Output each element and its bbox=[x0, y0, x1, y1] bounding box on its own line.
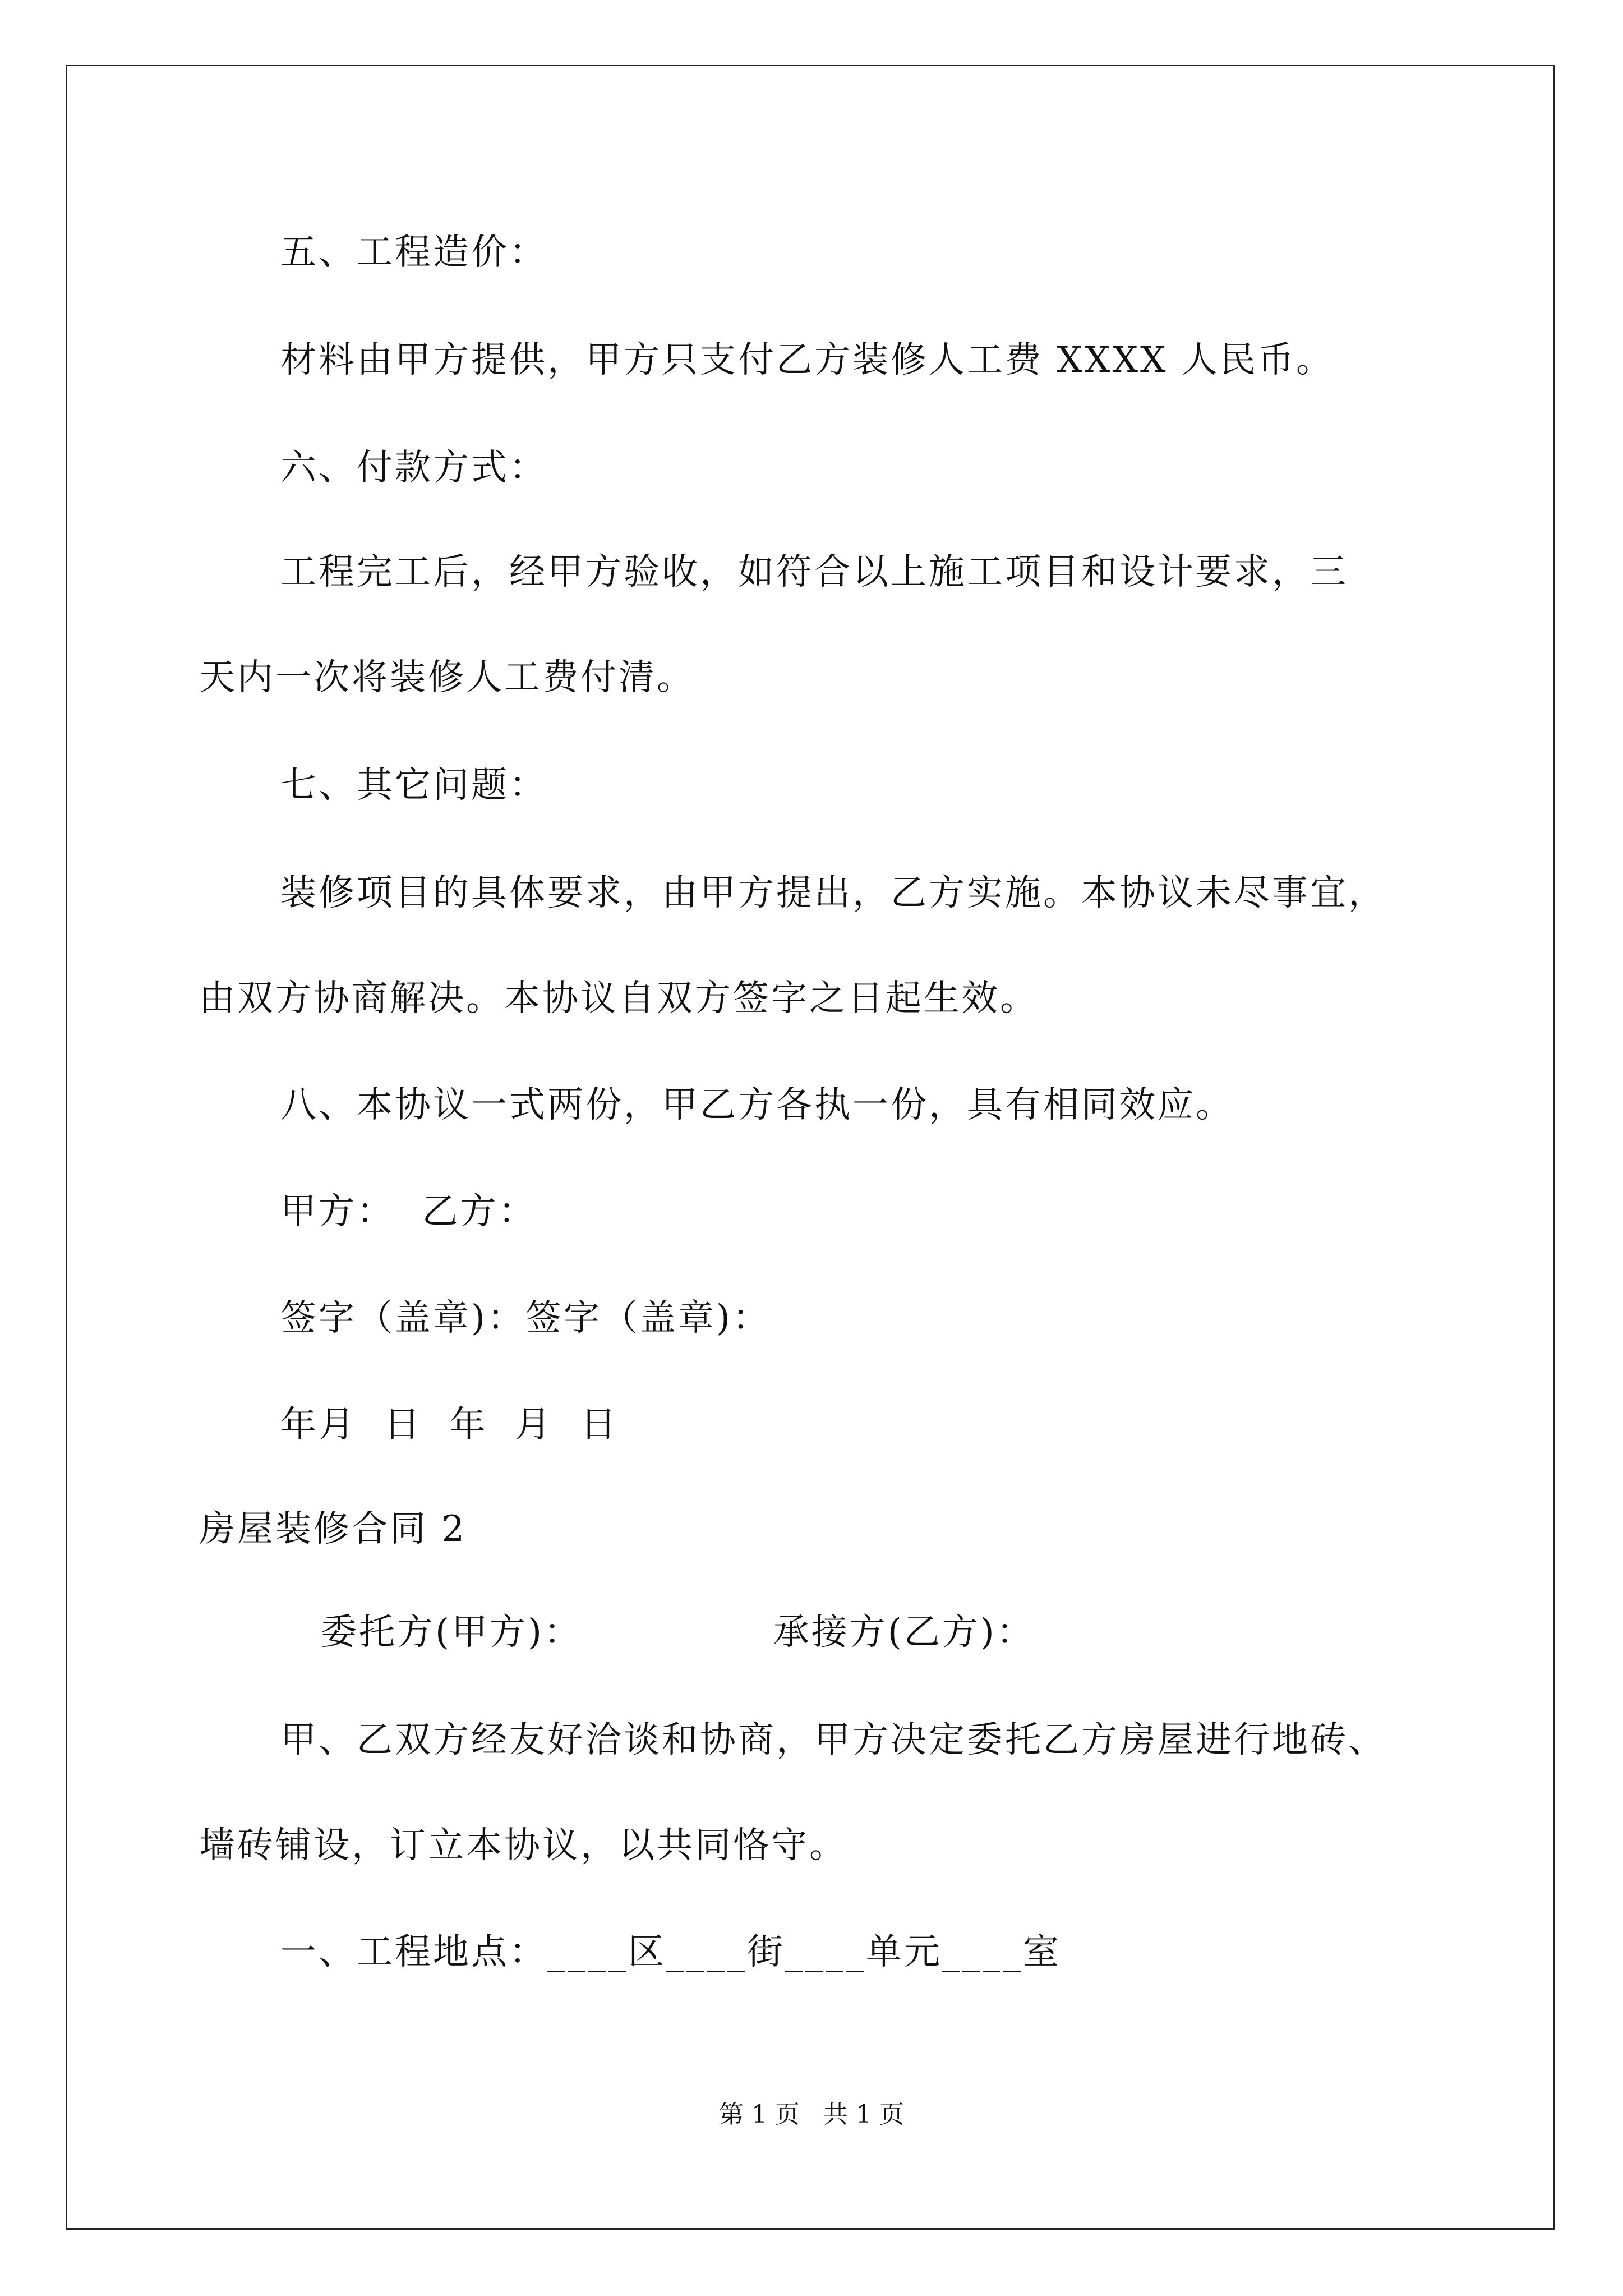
section-heading-5: 五、工程造价： bbox=[280, 232, 547, 273]
section-heading-7: 七、其它问题： bbox=[280, 765, 547, 806]
contract-title: 房屋装修合同 2 bbox=[199, 1508, 467, 1550]
signature-labels: 签字（盖章)：签字（盖章)： bbox=[280, 1297, 771, 1339]
date-labels: 年月 日 年 月 日 bbox=[280, 1404, 619, 1446]
paragraph-line: 工程完工后，经甲方验收，如符合以上施工项目和设计要求，三 bbox=[280, 551, 1348, 593]
paragraph-line: 装修项目的具体要求，由甲方提出，乙方实施。本协议未尽事宜， bbox=[280, 872, 1386, 914]
paragraph-line: 材料由甲方提供，甲方只支付乙方装修人工费 XXXX 人民币。 bbox=[280, 339, 1334, 381]
party-roles: 委托方(甲方)： 承接方(乙方)： bbox=[321, 1612, 1035, 1653]
party-labels: 甲方： 乙方： bbox=[280, 1191, 537, 1232]
paragraph-line: 天内一次将装修人工费付清。 bbox=[199, 657, 695, 698]
paragraph-line: 甲、乙双方经友好洽谈和协商，甲方决定委托乙方房屋进行地砖、 bbox=[280, 1719, 1386, 1761]
paragraph-line: 由双方协商解决。本协议自双方签字之日起生效。 bbox=[199, 978, 1038, 1019]
page-footer: 第 1 页 共 1 页 bbox=[719, 2100, 904, 2129]
section-heading-1: 一、工程地点：____区____街____单元____室 bbox=[280, 1931, 1061, 1973]
paragraph-line: 墙砖铺设，订立本协议，以共同恪守。 bbox=[199, 1825, 847, 1866]
page-frame bbox=[66, 65, 1555, 2230]
section-heading-8: 八、本协议一式两份，甲乙方各执一份，具有相同效应。 bbox=[280, 1084, 1234, 1126]
section-heading-6: 六、付款方式： bbox=[280, 447, 547, 489]
